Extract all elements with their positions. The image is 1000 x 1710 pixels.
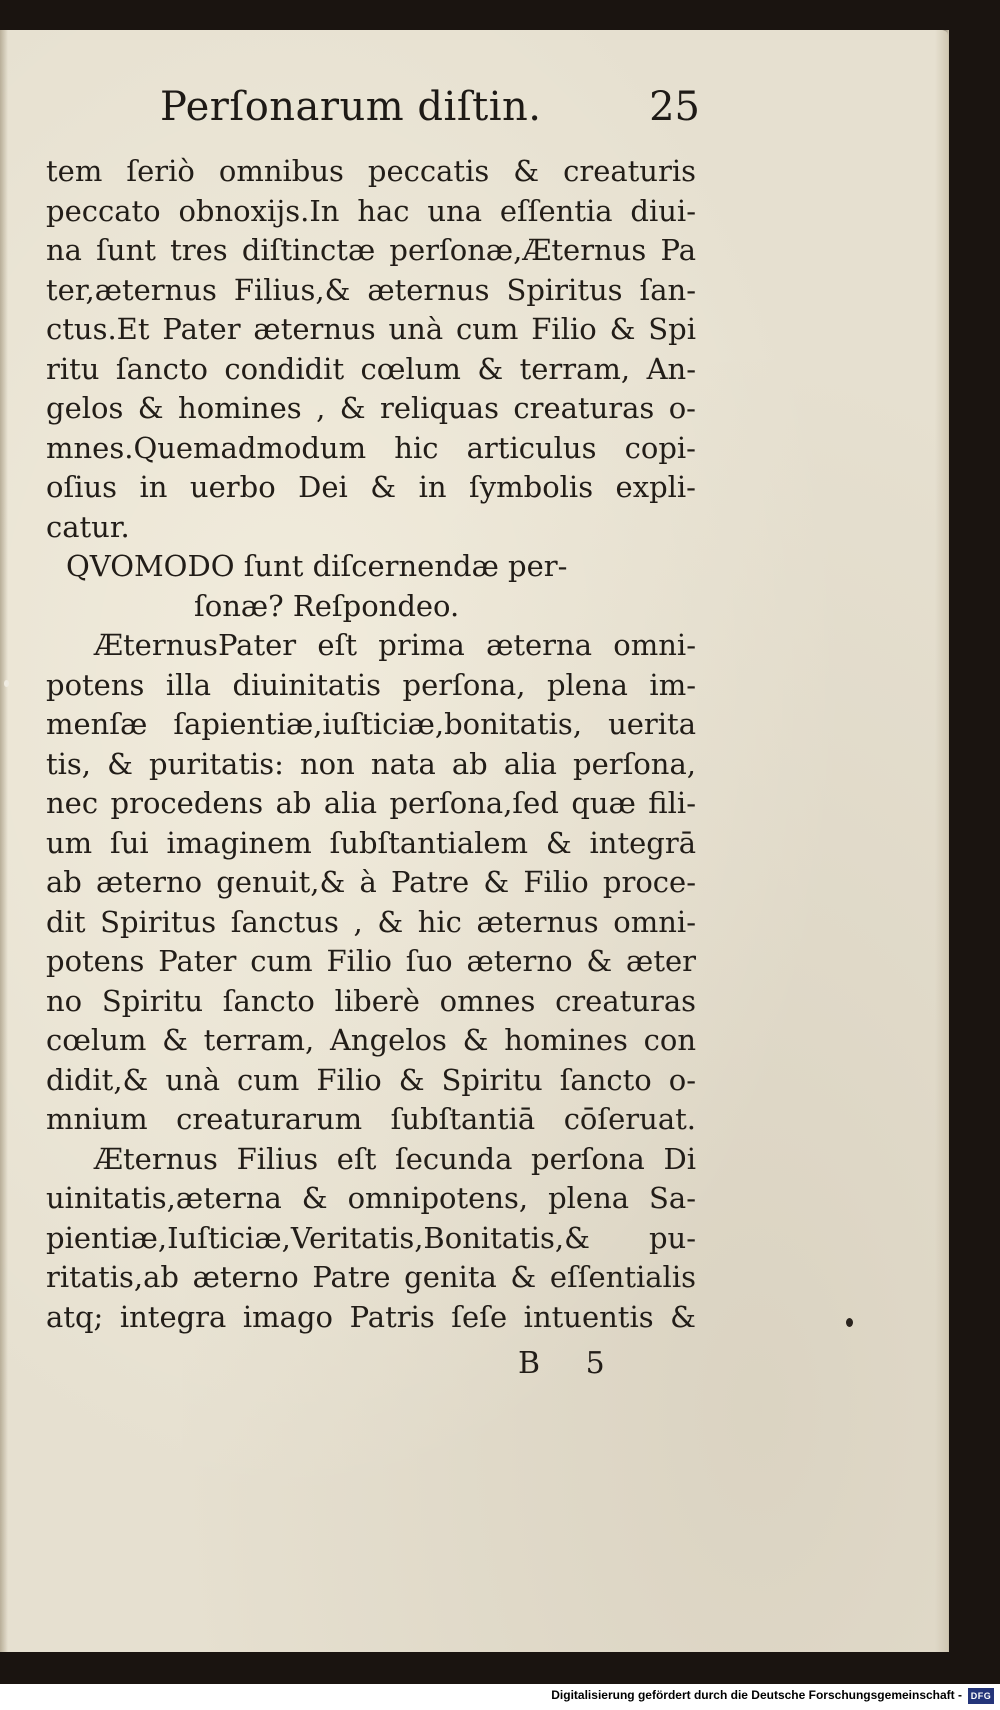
page-left-edge xyxy=(0,30,8,1652)
paragraph-line: atq; integra imago Patris ſeſe intuentis & xyxy=(46,1299,696,1334)
running-title: Perſonarum diſtin. xyxy=(160,84,542,130)
paragraph-line: mnium creaturarum ſubſtantiā cōſeruat. xyxy=(46,1102,696,1136)
question-heading-continued: ſonæ? Reſpondeo. xyxy=(194,588,460,623)
page-number: 25 xyxy=(649,84,700,130)
paragraph-line: pientiæ,Iuſticiæ,Veritatis,Bonitatis,& pu- xyxy=(46,1220,696,1255)
funding-credit: Digitalisierung gefördert durch die Deutsche Forschungsgemeinschaft - xyxy=(551,1688,962,1702)
paragraph-line: ÆternusPater eſt prima æterna omni- xyxy=(94,628,696,662)
signature-mark: B 5 xyxy=(518,1346,623,1381)
paragraph-line: Æternus Filius eſt ſecunda perſona Di xyxy=(94,1141,696,1176)
paragraph-line: didit,& unà cum Filio & Spiritu ſancto o- xyxy=(46,1062,696,1097)
dfg-logo-icon: DFG xyxy=(968,1688,994,1704)
page-right-edge xyxy=(935,30,949,1652)
text-line: na ſunt tres diſtinctæ perſonæ,Æternus Pa xyxy=(46,233,696,267)
paragraph-line: no Spiritu ſancto liberè omnes creaturas xyxy=(46,983,696,1018)
paragraph-line: ritatis,ab æterno Patre genita & eſſentialis xyxy=(46,1260,696,1294)
text-line: ter,æternus Filius,& æternus Spiritus ſan- xyxy=(46,272,696,307)
text-line: ritu ſancto condidit cœlum & terram, An- xyxy=(46,351,696,386)
text-line: ctus.Et Pater æternus unà cum Filio & Spi xyxy=(46,312,696,346)
paragraph-line: cœlum & terram, Angelos & homines con xyxy=(46,1023,696,1057)
text-line: catur. xyxy=(46,509,130,544)
question-heading: QVOMODO ſunt diſcernendæ per- xyxy=(66,549,568,583)
paragraph-line: tis, & puritatis: non nata ab alia perſona, xyxy=(46,746,696,781)
text-line: peccato obnoxijs.In hac una eſſentia diui- xyxy=(46,193,696,228)
paragraph-line: menſæ ſapientiæ,iuſticiæ,bonitatis, uerita xyxy=(46,707,696,741)
paragraph-line: nec procedens ab alia perſona,ſed quæ fili- xyxy=(46,786,696,820)
paragraph-line: dit Spiritus ſanctus , & hic æternus omni- xyxy=(46,904,696,939)
text-line: mnes.Quemadmodum hic articulus copi- xyxy=(46,430,696,465)
page-body-text xyxy=(46,152,696,1337)
paragraph-line: potens Pater cum Filio ſuo æterno & æter xyxy=(46,944,696,978)
text-line: tem ſeriò omnibus peccatis & creaturis xyxy=(46,154,696,188)
paragraph-line: potens illa diuinitatis perſona, plena im- xyxy=(46,667,696,702)
paper-speck xyxy=(4,680,9,687)
ink-speck xyxy=(846,1318,853,1327)
page-header xyxy=(160,84,700,144)
paragraph-line: ab æterno genuit,& à Patre & Filio proce- xyxy=(46,865,696,899)
paragraph-line: um ſui imaginem ſubſtantialem & integrā xyxy=(46,825,696,860)
text-line: oſius in uerbo Dei & in ſymbolis expli- xyxy=(46,470,696,504)
paragraph-line: uinitatis,æterna & omnipotens, plena Sa- xyxy=(46,1181,696,1215)
text-line: gelos & homines , & reliquas creaturas o- xyxy=(46,391,696,425)
